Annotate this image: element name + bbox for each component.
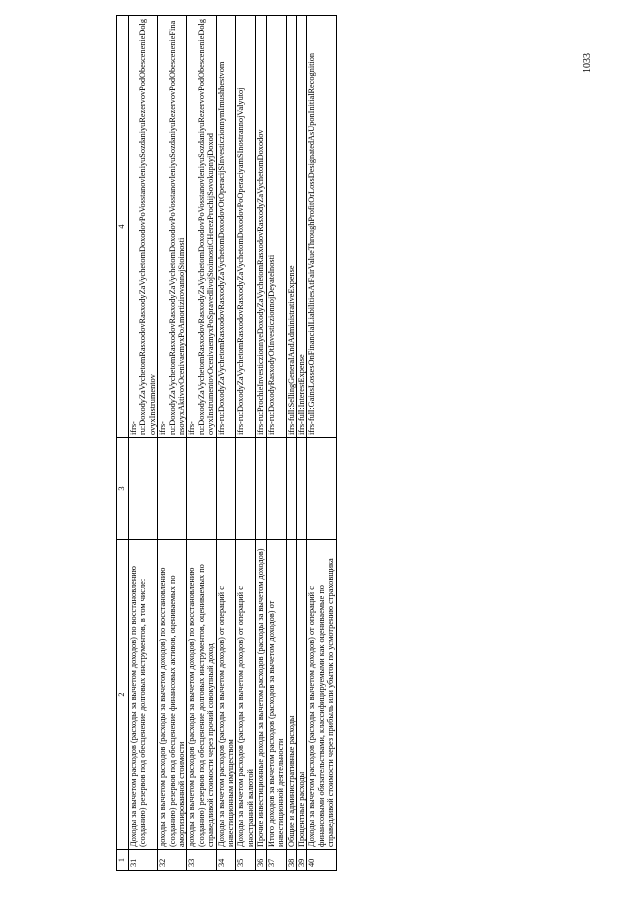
row-column-3 — [286, 438, 296, 540]
row-code: ifrs-ru:DoxodyZaVychetomRasxodovRasxodyZaVychetomDoxodovPoVosstanovleniyuSozdaniyuRezervovPodObesceneniеDolgovyxInstrumentov — [129, 16, 158, 438]
row-code: ifrs-full:InterestExpense — [296, 16, 306, 438]
row-column-3 — [296, 438, 306, 540]
row-code: ifrs-ru:DoxodyZaVychetomRasxodovRasxodyZaVychetomDoxodovPoVosstanovleniyuSozdaniyuRezervovPodObesceneniеDolgovyxInstrumentovOcenivaemyxPoSpravedlivojStoimostiCHerezProchijSovokupnyjDoxod — [187, 16, 216, 438]
data-table — [116, 15, 337, 871]
header-cell-2: 2 — [117, 540, 129, 850]
row-column-3 — [266, 438, 286, 540]
page-number: 1033 — [582, 53, 593, 73]
table-row — [236, 16, 256, 871]
table-row — [256, 16, 266, 871]
row-name: Доходы за вычетом расходов (расходы за вычетом доходов) по восстановлению (созданию) резервов под обесценение долговых инструментов, в том числе: — [129, 540, 158, 850]
row-number: 33 — [187, 850, 216, 871]
row-name: Прочие инвестиционные доходы за вычетом расходов (расходы за вычетом доходов) — [256, 540, 266, 850]
row-column-3 — [256, 438, 266, 540]
row-column-3 — [187, 438, 216, 540]
row-number: 38 — [286, 850, 296, 871]
table-body — [117, 16, 337, 871]
table-row — [216, 16, 236, 871]
row-code: ifrs-full:SellingGeneralAndAdministrativeExpense — [286, 16, 296, 438]
row-number: 36 — [256, 850, 266, 871]
row-column-3 — [307, 438, 336, 540]
row-name: Доходы за вычетом расходов (расходы за вычетом доходов) от операций с финансовыми обязательствами, классифицируемыми как оцениваемые по справедливой стоимости через прибыль или убыток по усмотрению страховщика — [307, 540, 336, 850]
row-number: 32 — [158, 850, 187, 871]
table-row — [296, 16, 306, 871]
row-number: 34 — [216, 850, 236, 871]
row-number: 40 — [307, 850, 336, 871]
row-name: Общие и административные расходы — [286, 540, 296, 850]
row-code: ifrs-ru:DoxodyZaVychetomRasxodovRasxodyZaVychetomDoxodovPoOperaciyamSInostrannojValyutoj — [236, 16, 256, 438]
row-code: ifrs-ru:ProchieInvesticzionnyeDoxodyZaVychetomRasxodovRasxodyZaVychetomDoxodov — [256, 16, 266, 438]
header-cell-4: 4 — [117, 16, 129, 438]
table-row — [286, 16, 296, 871]
table-row — [266, 16, 286, 871]
header-row — [117, 16, 129, 871]
row-number: 37 — [266, 850, 286, 871]
row-code: ifrs-full:GainsLossesOnFinancialLiabilitiesAtFairValueThroughProfitOrLossDesignatedAsUponInitialRecognition — [307, 16, 336, 438]
row-name: Процентные расходы — [296, 540, 306, 850]
header-cell-1: 1 — [117, 850, 129, 871]
row-name: Доходы за вычетом расходов (расходы за вычетом доходов) от операций с инвестиционным имуществом — [216, 540, 236, 850]
row-name: доходы за вычетом расходов (расходы за вычетом доходов) по восстановлению (созданию) резервов под обесценение долговых инструментов, оцениваемых по справедливой стоимости через прочий совокупный доход — [187, 540, 216, 850]
row-column-3 — [158, 438, 187, 540]
row-code: ifrs-ru:DoxodyZaVychetomRasxodovRasxodyZaVychetomDoxodovOtOperacijSInvesticzionnymImushhestvom — [216, 16, 236, 438]
table-row — [158, 16, 187, 871]
row-column-3 — [129, 438, 158, 540]
row-name: доходы за вычетом расходов (расходы за вычетом доходов) по восстановлению (созданию) резервов под обесценение финансовых активов, оцениваемых по амортизированной стоимости — [158, 540, 187, 850]
row-code: ifrs-ru:DoxodyRasxodyOtInvesticzionnojDeyatelnosti — [266, 16, 286, 438]
row-code: ifrs-ru:DoxodyZaVychetomRasxodovRasxodyZaVychetomDoxodovPoVosstanovleniyuSozdaniyuRezervovPodObesceneniеFinansovyxAktivovOcenivaemyxPoAmortizirovannojStoimosti — [158, 16, 187, 438]
table-row — [307, 16, 336, 871]
row-number: 39 — [296, 850, 306, 871]
row-column-3 — [216, 438, 236, 540]
row-column-3 — [236, 438, 256, 540]
row-name: Доходы за вычетом расходов (расходы за вычетом доходов) от операций с иностранной валютой — [236, 540, 256, 850]
table-row — [129, 16, 158, 871]
row-number: 35 — [236, 850, 256, 871]
row-number: 31 — [129, 850, 158, 871]
header-cell-3: 3 — [117, 438, 129, 540]
row-name: Итого доходов за вычетом расходов (расходов за вычетом доходов) от инвестиционной деятельности — [266, 540, 286, 850]
table-row — [187, 16, 216, 871]
